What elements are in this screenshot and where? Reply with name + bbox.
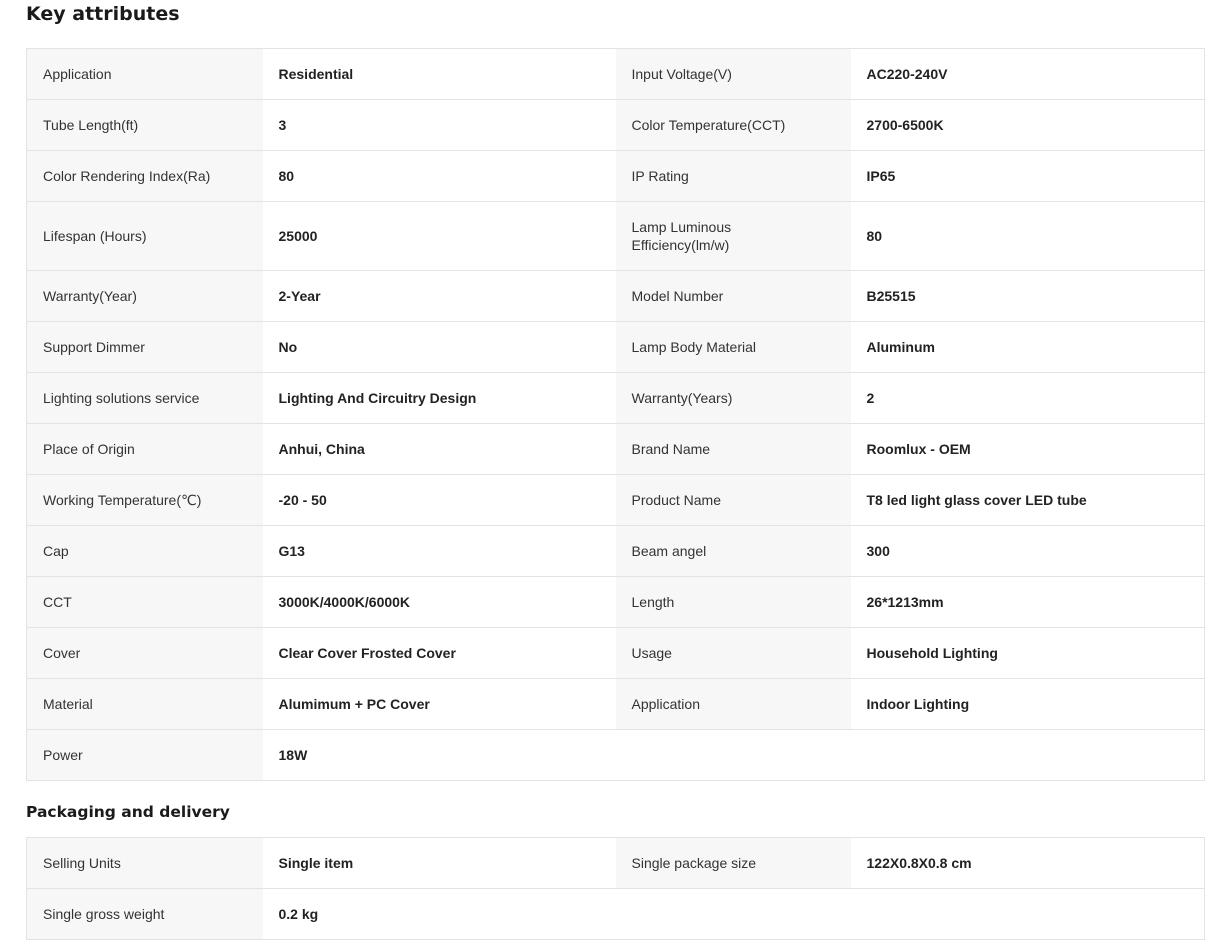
attribute-name: Length (616, 577, 851, 628)
attribute-name: Cap (27, 526, 263, 577)
key-attributes-table (26, 48, 1205, 781)
attribute-value: 2-Year (263, 271, 616, 322)
attribute-row (27, 100, 1205, 151)
attribute-value: Alumimum + PC Cover (263, 679, 616, 730)
attribute-value: Single item (263, 838, 616, 889)
attribute-value: Household Lighting (851, 628, 1205, 679)
attribute-name: IP Rating (616, 151, 851, 202)
attribute-name: Single package size (616, 838, 851, 889)
attribute-value: G13 (263, 526, 616, 577)
attribute-name: Product Name (616, 475, 851, 526)
key-attributes-body (27, 49, 1205, 781)
attribute-name: Material (27, 679, 263, 730)
attribute-name: Usage (616, 628, 851, 679)
attribute-row (27, 730, 1205, 781)
attribute-row (27, 679, 1205, 730)
attribute-name: Application (27, 49, 263, 100)
packaging-delivery-body (27, 838, 1205, 940)
attribute-name: Color Temperature(CCT) (616, 100, 851, 151)
attribute-name: Lifespan (Hours) (27, 202, 263, 271)
attribute-value: Residential (263, 49, 616, 100)
attribute-row (27, 424, 1205, 475)
attribute-row (27, 49, 1205, 100)
attribute-row (27, 151, 1205, 202)
attribute-value: B25515 (851, 271, 1205, 322)
attribute-value: Indoor Lighting (851, 679, 1205, 730)
attribute-row (27, 577, 1205, 628)
attribute-name: Lamp Body Material (616, 322, 851, 373)
attribute-row (27, 202, 1205, 271)
attribute-name: CCT (27, 577, 263, 628)
attribute-name: Color Rendering Index(Ra) (27, 151, 263, 202)
attribute-value: 0.2 kg (263, 889, 616, 940)
attribute-value: No (263, 322, 616, 373)
attribute-value: 2700-6500K (851, 100, 1205, 151)
attribute-value: 3 (263, 100, 616, 151)
attribute-name: Beam angel (616, 526, 851, 577)
attribute-value: 80 (851, 202, 1205, 271)
packaging-delivery-title: Packaging and delivery (26, 803, 230, 821)
attribute-value: 25000 (263, 202, 616, 271)
attribute-name: Place of Origin (27, 424, 263, 475)
empty-cell (851, 889, 1205, 940)
attribute-row (27, 628, 1205, 679)
empty-cell (616, 889, 851, 940)
attribute-value: Anhui, China (263, 424, 616, 475)
attribute-name: Selling Units (27, 838, 263, 889)
attribute-row (27, 526, 1205, 577)
attribute-name: Warranty(Years) (616, 373, 851, 424)
attribute-name: Input Voltage(V) (616, 49, 851, 100)
attribute-name: Brand Name (616, 424, 851, 475)
attribute-row (27, 322, 1205, 373)
empty-cell (851, 730, 1205, 781)
attribute-value: Clear Cover Frosted Cover (263, 628, 616, 679)
key-attributes-title: Key attributes (26, 3, 180, 25)
packaging-delivery-table (26, 837, 1205, 940)
attribute-value: Lighting And Circuitry Design (263, 373, 616, 424)
attribute-name: Power (27, 730, 263, 781)
attribute-name: Cover (27, 628, 263, 679)
attribute-value: 3000K/4000K/6000K (263, 577, 616, 628)
attribute-name: Application (616, 679, 851, 730)
attribute-name: Single gross weight (27, 889, 263, 940)
attribute-row (27, 373, 1205, 424)
attribute-row (27, 838, 1205, 889)
attribute-name: Warranty(Year) (27, 271, 263, 322)
attribute-value: 80 (263, 151, 616, 202)
attribute-name: Model Number (616, 271, 851, 322)
attribute-value: 18W (263, 730, 616, 781)
attribute-value: -20 - 50 (263, 475, 616, 526)
empty-cell (616, 730, 851, 781)
attribute-value: IP65 (851, 151, 1205, 202)
attribute-name: Tube Length(ft) (27, 100, 263, 151)
attribute-row (27, 271, 1205, 322)
attribute-value: 2 (851, 373, 1205, 424)
attribute-value: T8 led light glass cover LED tube (851, 475, 1205, 526)
attribute-value: 26*1213mm (851, 577, 1205, 628)
attribute-name: Support Dimmer (27, 322, 263, 373)
attribute-value: 300 (851, 526, 1205, 577)
attribute-value: AC220-240V (851, 49, 1205, 100)
attribute-value: Roomlux - OEM (851, 424, 1205, 475)
attribute-row (27, 475, 1205, 526)
attribute-row (27, 889, 1205, 940)
attribute-name: Lamp Luminous Efficiency(lm/w) (616, 202, 851, 271)
attribute-value: 122X0.8X0.8 cm (851, 838, 1205, 889)
attribute-name: Lighting solutions service (27, 373, 263, 424)
attribute-value: Aluminum (851, 322, 1205, 373)
attribute-name: Working Temperature(℃) (27, 475, 263, 526)
